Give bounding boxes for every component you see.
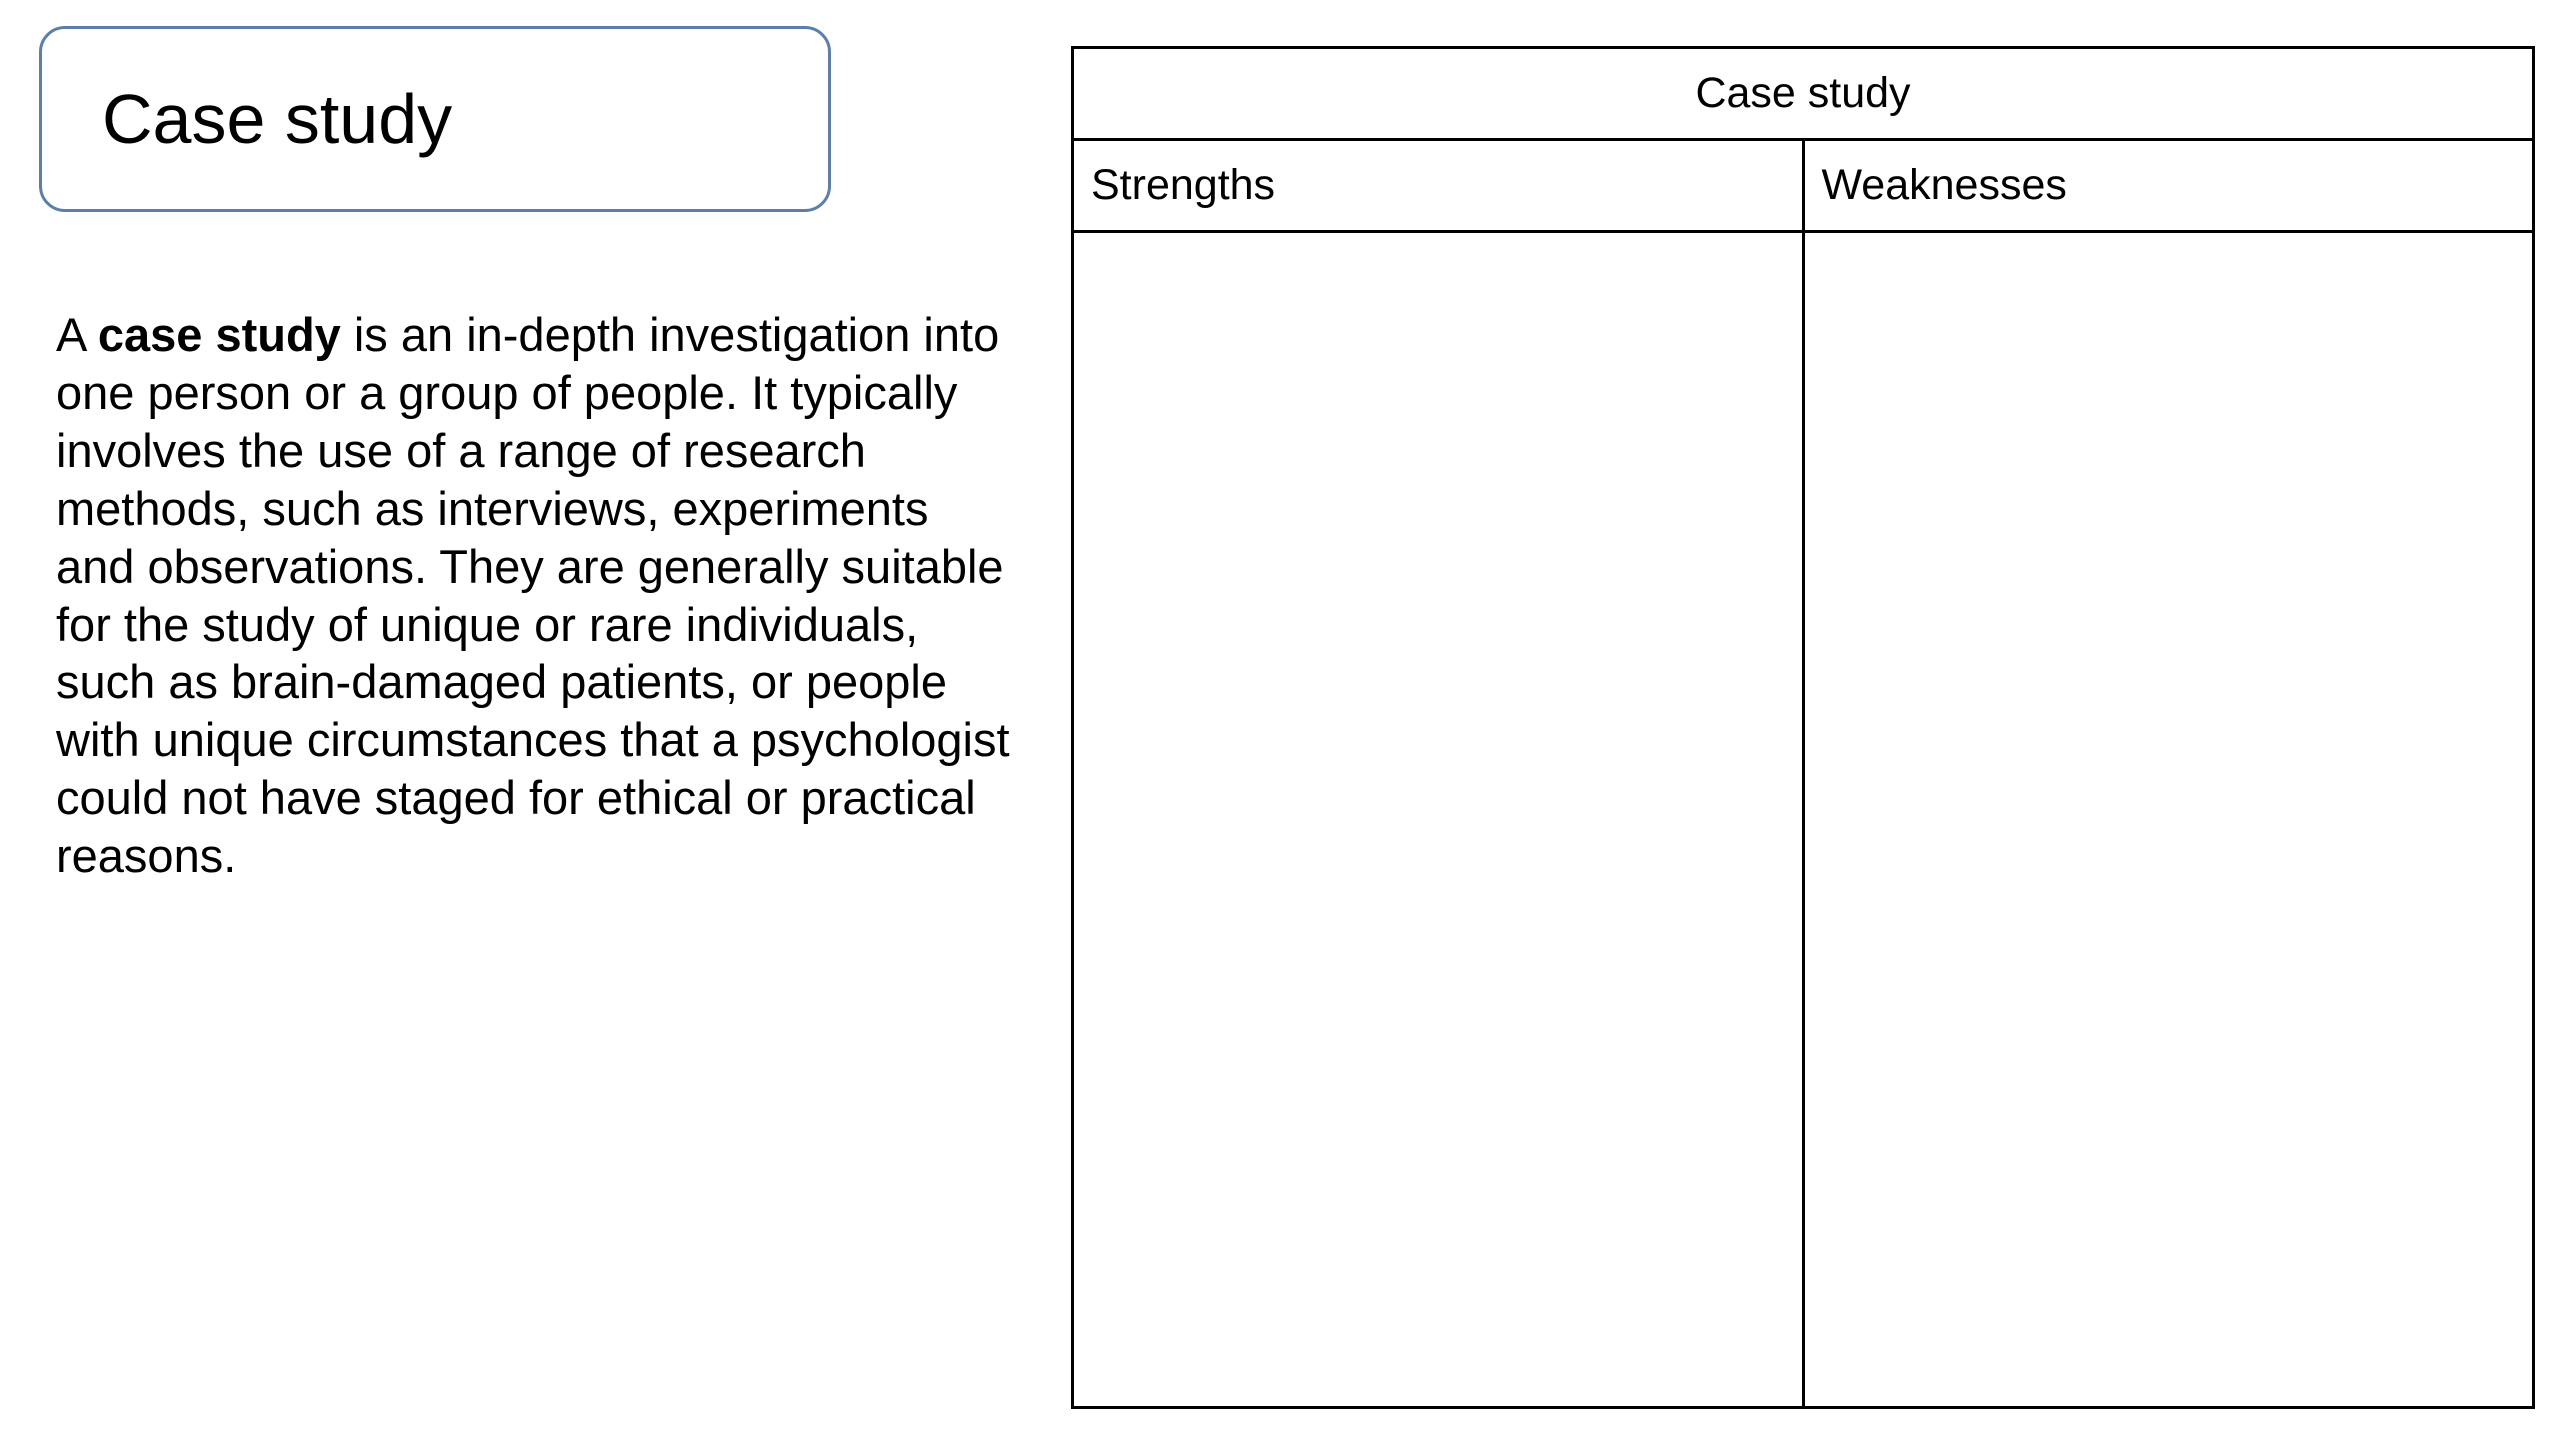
table-heading: Case study	[1073, 48, 2534, 140]
strengths-weaknesses-table	[1071, 46, 2535, 1409]
title-box	[39, 26, 831, 212]
page-title: Case study	[102, 80, 453, 158]
column-header-weaknesses: Weaknesses	[1803, 140, 2534, 232]
case-study-description	[56, 306, 1016, 885]
table-heading-row	[1073, 48, 2534, 140]
strengths-cell[interactable]	[1073, 232, 1804, 1408]
column-header-strengths: Strengths	[1073, 140, 1804, 232]
weaknesses-cell[interactable]	[1803, 232, 2534, 1408]
description-rest: is an in-depth investigation into one person or a group of people. It typically involves the use of a range of research methods, such as interviews, experiments and observations. They are generally suitable for the study of unique or rare individuals, such as brain-damaged patients, or people with unique circumstances that a psychologist could not have staged for ethical or practical reasons.	[56, 308, 1010, 883]
table-body-row	[1073, 232, 2534, 1408]
description-lead: A	[56, 308, 98, 361]
table-column-header-row	[1073, 140, 2534, 232]
description-term: case study	[97, 308, 341, 361]
